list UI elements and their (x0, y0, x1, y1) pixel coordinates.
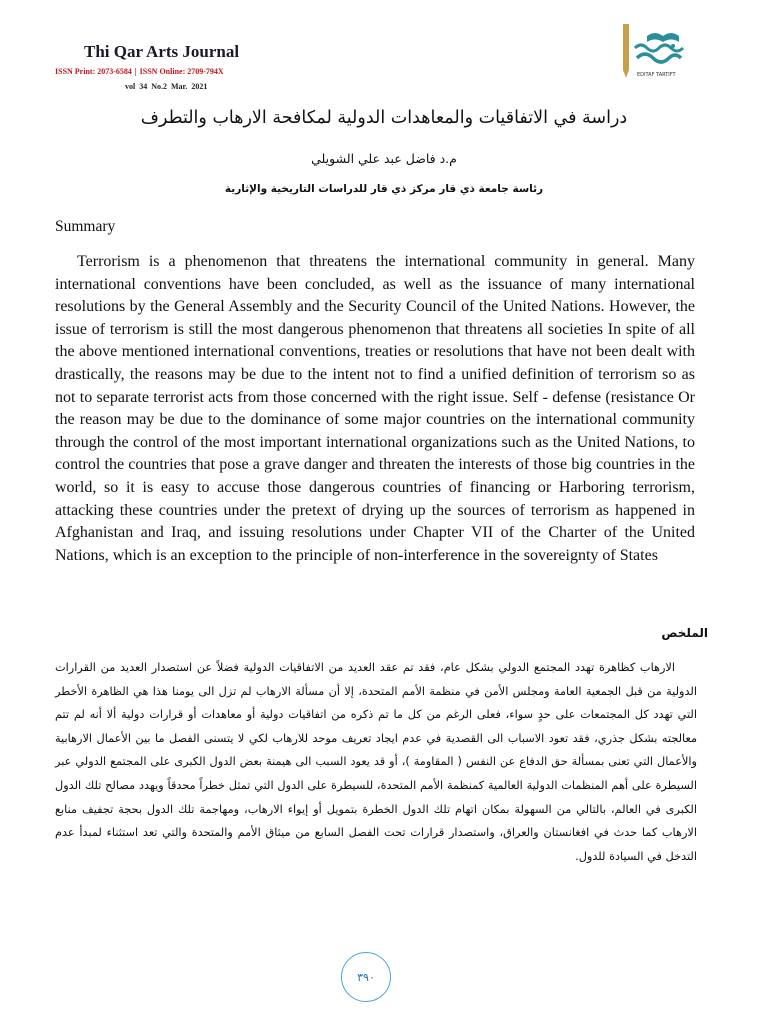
page-number-badge (341, 952, 391, 1002)
summary-heading: Summary (55, 218, 116, 235)
journal-logo (617, 18, 697, 82)
article-author: م.د فاضل عبد علي الشويلي (311, 151, 457, 166)
article-title: دراسة في الاتفاقيات والمعاهدات الدولية لمكافحة الارهاب والتطرف (140, 108, 628, 128)
arabic-abstract-body: الارهاب كظاهرة تهدد المجتمع الدولي بشكل عام، فقد تم عقد العديد من الاتفاقيات الدولية فضلاً عن استصدار العديد من القرارات الدولية من قبل الجمعية العامة ومجلس الأمن في منظمة الأمم المتحدة، إلا أن مسألة الارهاب لم تزل الى يومنا هذا هي الظاهرة الأخطر التي تهدد كل المجتمعات على حدٍ سواء، فعلى الرغم من كل ما تم ذكره من اتفاقيات دولية أو معاهدات أو قرارات دولية ألا أنه لم تتم معالجته بشكل جذري، فقد تعود الاسباب الى القصدية في عدم ايجاد تعريف موحد للارهاب لكي لا يتسنى الفصل ما بين الأعمال الارهابية والأعمال التي تعنى بمسألة حق الدفاع عن النفس ( المقاومة )، أو قد يعود السبب الى هيمنة بعض الدول الكبرى على المجتمع الدولي عبر السيطرة على أهم المنظمات الدولية العالمية كمنظمة الأمم المتحدة، للسيطرة على الدول التي تمثل خطراً محدقاً ويهدد مصالح تلك الدول الكبرى في العالم، بالتالي من السهولة بمكان اتهام تلك الدول الخطرة بتمويل أو إيواء الارهاب، ومهاجمة تلك الدول بحجة تجفيف منابع الارهاب كما حدث في افغانستان والعراق، واستصدار قرارات تحت الفصل السابع من ميثاق الأمم والمتحدة والتي تعد استثناء لمبدأ عدم التدخل في السيادة للدول. (55, 661, 697, 863)
summary-body: Terrorism is a phenomenon that threatens the international community in general. Many international conventions have been concluded, as well as the issuance of many international resolutions by the General Assembly and the Security Council of the United Nations. However, the issue of terrorism is still the most dangerous phenomenon that threatens all societies In spite of all the above mentioned international conventions, treaties or resolutions that have not been dealt with drastically, the reasons may be due to the intent not to find a unified definition of terrorism so as not to separate terrorist acts from those concerned with the right issue. Self - defense (resistance Or the reason may be due to the dominance of some major countries on the international community through the control of the most important international organizations such as the United Nations, to control the countries that pose a grave danger and threaten the interests of those big countries in the world, so it is easy to accuse those dangerous countries of financing or Harboring terrorism, attacking these countries under the pretext of drying up the sources of terrorism as happened in Afghanistan and Iraq, and issuing resolutions under Chapter VII of the Charter of the United Nations, which is an exception to the principle of non-interference in the sovereignty of States (55, 253, 695, 564)
author-affiliation: رئاسة جامعة ذي قار مركز ذي قار للدراسات التاريخية والإثارية (224, 183, 544, 195)
volume: vol 34 No.2 (125, 82, 167, 91)
journal-name: Thi Qar Arts Journal (84, 42, 240, 61)
issn-print: ISSN Print: 2073-6584 (55, 67, 132, 76)
issn-separator: | (134, 67, 137, 76)
arabic-abstract-heading: الملخص (661, 626, 708, 640)
page-number: ٣٩٠ (357, 970, 375, 984)
issn-line (55, 67, 224, 76)
logo-caption: EDITAF TARTIFT (637, 72, 676, 78)
volume-date-line (125, 82, 207, 91)
issue-date: Mar. 2021 (171, 82, 208, 91)
book-pen-logo-icon (617, 18, 697, 82)
issn-online: ISSN Online: 2709-794X (139, 67, 224, 76)
